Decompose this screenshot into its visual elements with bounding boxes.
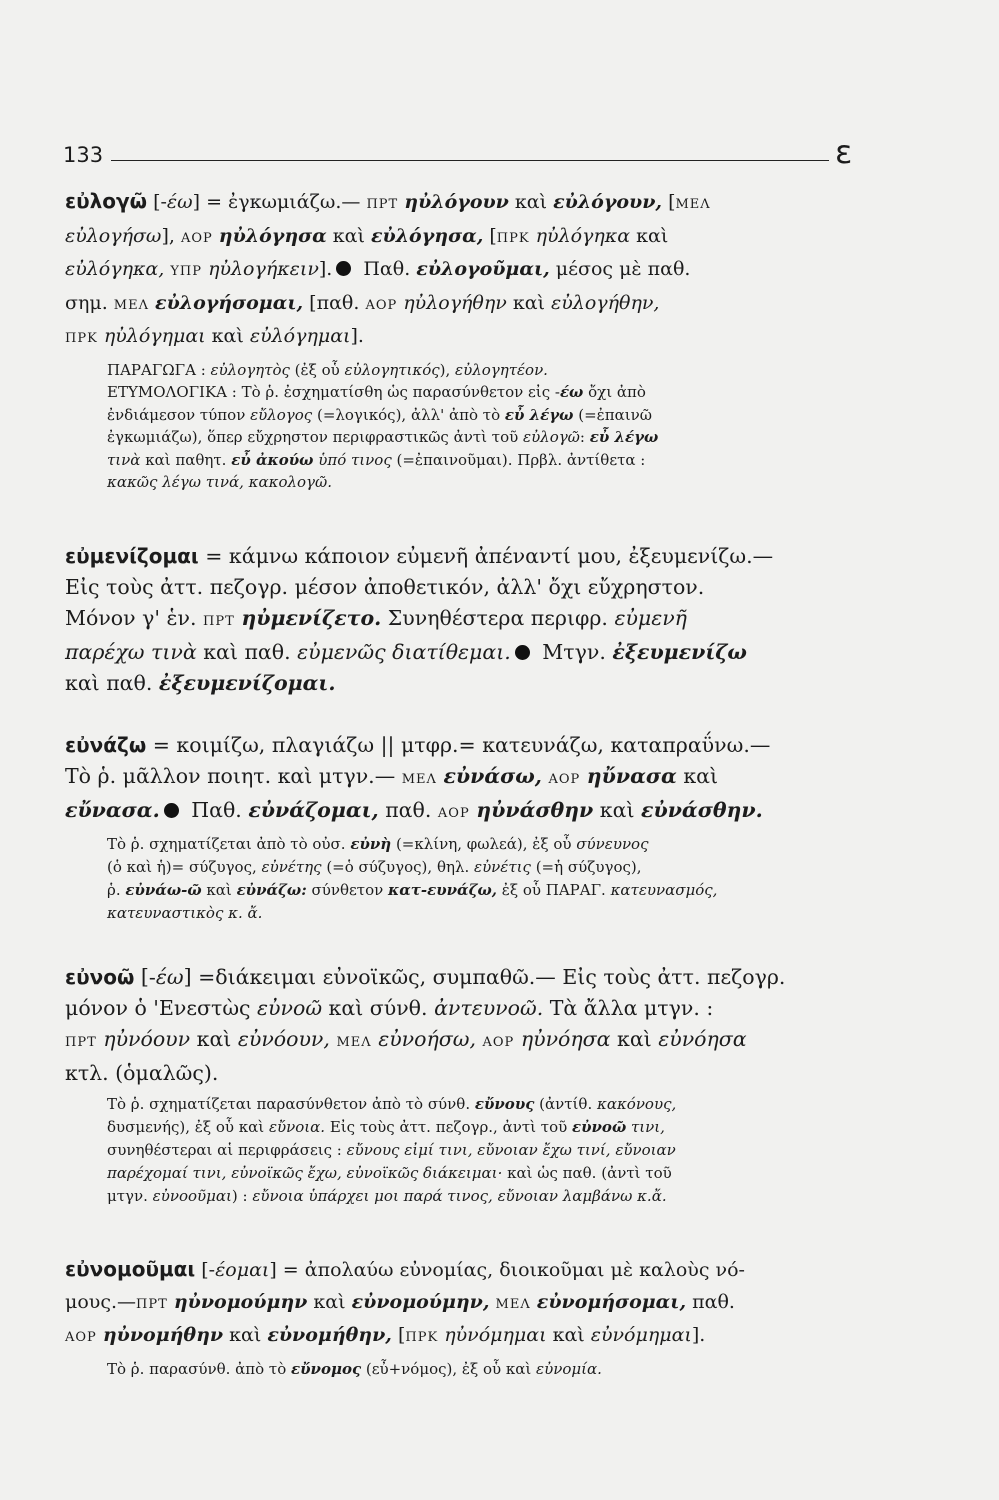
- entry-evmenizomai: [65, 541, 865, 699]
- entry-line: Μόνον γ' ἑν. ΠΡΤ ηὐμενίζετο. Συνηθέστερα περιφρ. εὐμενῆ: [65, 606, 687, 630]
- headword: εὐλογῶ: [65, 189, 148, 213]
- entry-line: εὐλογῶ [-έω] = ἐγκωμιάζω.— ΠΡΤ ηὐλόγουν καὶ εὐλόγουν, [ΜΕΛ: [65, 189, 711, 213]
- page-header: [63, 133, 863, 173]
- note-line: συνηθέστεραι αἱ περιφράσεις : εὔνους εἰμί τινι, εὔνοιαν ἔχω τινί, εὔνοιαν: [107, 1141, 676, 1159]
- note-line: Τὸ ῥ. σχηματίζεται παρασύνθετον ἀπὸ τὸ σύνθ. εὔνους (ἀντίθ. κακόνους,: [107, 1095, 677, 1113]
- entry-line: ΠΡΚ ηὐλόγημαι καὶ εὐλόγημαι].: [65, 325, 364, 347]
- entry-line: εὐνάζω = κοιμίζω, πλαγιάζω || μτφρ.= κατευνάζω, καταπραΰνω.—: [65, 733, 771, 757]
- entry-line: εὐλογήσω], ΑΟΡ ηὐλόγησα καὶ εὐλόγησα, [ΠΡΚ ηὐλόγηκα καὶ: [65, 224, 669, 247]
- header-rule: [111, 160, 829, 161]
- bullet-dot-icon: [515, 645, 530, 660]
- entry-line: Εἰς τοὺς ἀττ. πεζογρ. μέσον ἀποθετικόν, ἀλλ' ὄχι εὔχρηστον.: [65, 575, 705, 599]
- etymology-note: [65, 1358, 865, 1381]
- bullet-dot-icon: [336, 261, 351, 276]
- note-line: Τὸ ῥ. παρασύνθ. ἀπὸ τὸ εὔνομος (εὖ+νόμος), ἐξ οὗ καὶ εὐνομία.: [107, 1359, 602, 1378]
- note-line: ῥ. εὐνάω-ῶ καὶ εὐνάζω: σύνθετον κατ-ευνάζω, ἐξ οὗ ΠΑΡΑΓ. κατευνασμός,: [107, 881, 718, 899]
- entry-line: εὐνομοῦμαι [-έομαι] = ἀπολαύω εὐνομίας, διοικοῦμαι μὲ καλοὺς νό-: [65, 1257, 745, 1281]
- entry-line: μόνον ὁ 'Ενεστὼς εὐνοῶ καὶ σύνθ. ἀντευνοῶ. Τὰ ἄλλα μτγν. :: [65, 996, 714, 1020]
- entry-body: [65, 962, 865, 1089]
- entry-body: [65, 186, 865, 355]
- etymology-note: [65, 1093, 865, 1208]
- headword: εὐνομοῦμαι: [65, 1257, 196, 1281]
- entry-body: [65, 541, 865, 699]
- note-line: (ὁ καὶ ἡ)= σύζυγος, εὐνέτης (=ὁ σύζυγος), θηλ. εὐνέτις (=ἡ σύζυγος),: [107, 858, 642, 876]
- etymology-note: [65, 833, 865, 925]
- headword: εὐνάζω: [65, 733, 147, 757]
- etymology-note: [65, 359, 865, 494]
- headword: εὐμενίζομαι: [65, 544, 199, 568]
- note-line: ἐγκωμιάζω), ὅπερ εὔχρηστον περιφραστικῶς ἀντὶ τοῦ εὐλογῶ: εὖ λέγω: [107, 428, 659, 446]
- entry-line: εὐνοῶ [-έω] =διάκειμαι εὐνοϊκῶς, συμπαθῶ.— Εἰς τοὺς ἀττ. πεζογρ.: [65, 965, 786, 989]
- entry-line: εὔνασα. Παθ. εὐνάζομαι, παθ. ΑΟΡ ηὐνάσθην καὶ εὐνάσθην.: [65, 798, 763, 822]
- entry-evnoo: [65, 962, 865, 1208]
- note-line: Τὸ ῥ. σχηματίζεται ἀπὸ τὸ οὐσ. εὐνὴ (=κλίνη, φωλεά), ἐξ οὗ σύνευνος: [107, 835, 649, 853]
- note-line: ΕΤΥΜΟΛΟΓΙΚΑ : Τὸ ῥ. ἐσχηματίσθη ὡς παρασύνθετον εἰς -έω ὄχι ἀπὸ: [107, 383, 646, 401]
- page-number: 133: [63, 143, 104, 167]
- entry-evlogo: [65, 186, 865, 494]
- note-line: κατευναστικὸς κ. ἄ.: [107, 904, 263, 922]
- entry-line: ΠΡΤ ηὐνόουν καὶ εὐνόουν, ΜΕΛ εὐνοήσω, ΑΟΡ ηὐνόησα καὶ εὐνόησα: [65, 1027, 747, 1051]
- note-line: μτγν. εὐνοοῦμαι) : εὔνοια ὑπάρχει μοι παρά τινος, εὔνοιαν λαμβάνω κ.ἄ.: [107, 1187, 667, 1205]
- entry-line: παρέχω τινὰ καὶ παθ. εὐμενῶς διατίθεμαι. Μτγν. ἐξευμενίζω: [65, 640, 747, 664]
- entry-line: ΑΟΡ ηὐνομήθην καὶ εὐνομήθην, [ΠΡΚ ηὐνόμημαι καὶ εὐνόμημαι].: [65, 1324, 706, 1346]
- note-line: ἐνδιάμεσον τύπον εὔλογος (=λογικός), ἀλλ' ἀπὸ τὸ εὖ λέγω (=ἐπαινῶ: [107, 405, 652, 424]
- entry-line: κτλ. (ὁμαλῶς).: [65, 1061, 219, 1085]
- note-line: τινὰ καὶ παθητ. εὖ ἀκούω ὑπό τινος (=ἐπαινοῦμαι). Πρβλ. ἀντίθετα :: [107, 450, 646, 469]
- headword: εὐνοῶ: [65, 965, 135, 989]
- entry-line: εὐλόγηκα, ΥΠΡ ηὐλογήκειν]. Παθ. εὐλογοῦμαι, μέσος μὲ παθ.: [65, 258, 691, 280]
- section-letter: ε: [835, 133, 853, 171]
- note-line: δυσμενής), ἐξ οὗ καὶ εὔνοια. Εἰς τοὺς ἀττ. πεζογρ., ἀντὶ τοῦ εὐνοῶ τινι,: [107, 1118, 665, 1136]
- entry-line: μους.—ΠΡΤ ηὐνομούμην καὶ εὐνομούμην, ΜΕΛ εὐνομήσομαι, παθ.: [65, 1290, 735, 1313]
- entry-evnomoumai: [65, 1254, 865, 1381]
- note-line: κακῶς λέγω τινά, κακολογῶ.: [107, 473, 333, 491]
- note-line: ΠΑΡΑΓΩΓΑ : εὐλογητὸς (ἐξ οὗ εὐλογητικός), εὐλογητέον.: [107, 360, 548, 379]
- entry-body: [65, 730, 865, 829]
- entry-line: καὶ παθ. ἐξευμενίζομαι.: [65, 671, 336, 695]
- entry-line: σημ. ΜΕΛ εὐλογήσομαι, [παθ. ΑΟΡ ηὐλογήθην καὶ εὐλογήθην,: [65, 291, 660, 314]
- entry-line: Τὸ ῥ. μᾶλλον ποιητ. καὶ μτγν.— ΜΕΛ εὐνάσω, ΑΟΡ ηὔνασα καὶ: [65, 764, 719, 788]
- bullet-dot-icon: [164, 803, 179, 818]
- entry-body: [65, 1254, 865, 1354]
- note-line: παρέχομαί τινι, εὐνοϊκῶς ἔχω, εὐνοϊκῶς διάκειμαι· καὶ ὡς παθ. (ἀντὶ τοῦ: [107, 1164, 672, 1182]
- entry-line: εὐμενίζομαι = κάμνω κάποιον εὐμενῆ ἀπέναντί μου, ἐξευμενίζω.—: [65, 544, 774, 568]
- entry-evnazo: [65, 730, 865, 925]
